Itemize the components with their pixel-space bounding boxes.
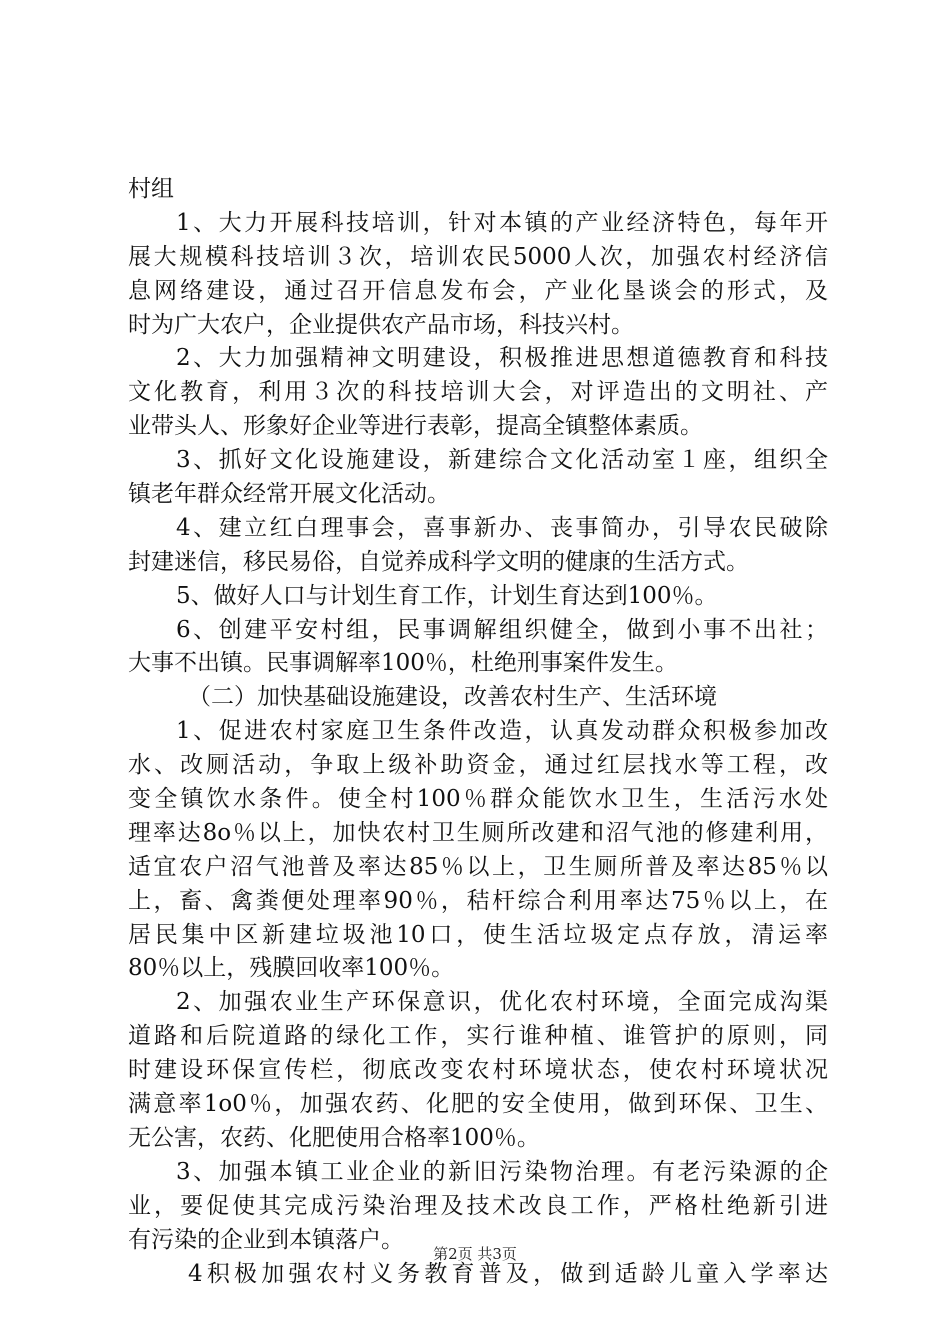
text-line: 息网络建设，通过召开信息发布会，产业化垦谈会的形式，及 <box>128 277 828 304</box>
text-line: 道路和后院道路的绿化工作，实行谁种植、谁管护的原则，同 <box>128 1023 828 1050</box>
text-line: 无公害，农药、化肥使用合格率100％。 <box>128 1124 540 1151</box>
document-body <box>128 173 828 1291</box>
text-line: 3、抓好文化设施建设，新建综合文化活动室１座，组织全 <box>176 447 828 474</box>
text-line: 大事不出镇。民事调解率100％，杜绝刑事案件发生。 <box>128 650 678 677</box>
text-line: 封建迷信，移民易俗，自觉养成科学文明的健康的生活方式。 <box>128 548 749 575</box>
text-line: 5、做好人口与计划生育工作，计划生育达到100％。 <box>176 582 718 609</box>
text-line: 镇老年群众经常开展文化活动。 <box>128 481 450 508</box>
text-line: 1、促进农村家庭卫生条件改造，认真发动群众积极参加改 <box>176 718 828 745</box>
text-line: 6、创建平安村组，民事调解组织健全，做到小事不出社； <box>176 616 828 643</box>
text-line: 时建设环保宣传栏，彻底改变农村环境状态，使农村环境状况 <box>128 1057 828 1084</box>
text-line: 1、大力开展科技培训，针对本镇的产业经济特色，每年开 <box>176 209 828 236</box>
text-line: 2、加强农业生产环保意识，优化农村环境，全面完成沟渠 <box>176 989 828 1016</box>
text-line: 时为广大农户，企业提供农产品市场，科技兴村。 <box>128 311 634 338</box>
text-line: 上，畜、禽粪便处理率90％，秸杆综合利用率达75％以上，在 <box>128 887 828 914</box>
text-line: 4积极加强农村义务教育普及，做到适龄儿童入学率达 <box>188 1260 828 1287</box>
text-line: 文化教育，利用３次的科技培训大会，对评造出的文明社、产 <box>128 379 828 406</box>
text-line: 业带头人、形象好企业等进行表彰，提高全镇整体素质。 <box>128 413 703 440</box>
text-line: 居民集中区新建垃圾池10口，使生活垃圾定点存放，清运率 <box>128 921 828 948</box>
text-line: 满意率1o0％，加强农药、化肥的安全使用，做到环保、卫生、 <box>128 1091 828 1118</box>
text-line: 4、建立红白理事会，喜事新办、丧事简办，引导农民破除 <box>176 514 828 541</box>
text-line: 变全镇饮水条件。使全村100％群众能饮水卫生，生活污水处 <box>128 786 828 813</box>
text-line: 有污染的企业到本镇落户。 <box>128 1226 404 1253</box>
text-line: 适宜农户沼气池普及率达85％以上，卫生厕所普及率达85％以 <box>128 853 828 880</box>
text-line: 村组 <box>128 176 174 202</box>
text-line: 理率达8o％以上，加快农村卫生厕所改建和沼气池的修建利用， <box>128 819 828 846</box>
text-line: 3、加强本镇工业企业的新旧污染物治理。有老污染源的企 <box>176 1158 828 1185</box>
page-footer: 第2页 共3页 <box>433 1245 517 1263</box>
text-line: （二）加快基础设施建设，改善农村生产、生活环境 <box>188 684 717 711</box>
text-line: 2、大力加强精神文明建设，积极推进思想道德教育和科技 <box>176 345 828 372</box>
text-line: 水、改厕活动，争取上级补助资金，通过红层找水等工程，改 <box>128 752 828 779</box>
text-line: 业，要促使其完成污染治理及技术改良工作，严格杜绝新引进 <box>128 1192 828 1219</box>
text-line: 80％以上，残膜回收率100％。 <box>128 955 455 982</box>
text-line: 展大规模科技培训３次，培训农民5000人次，加强农村经济信 <box>128 243 828 270</box>
